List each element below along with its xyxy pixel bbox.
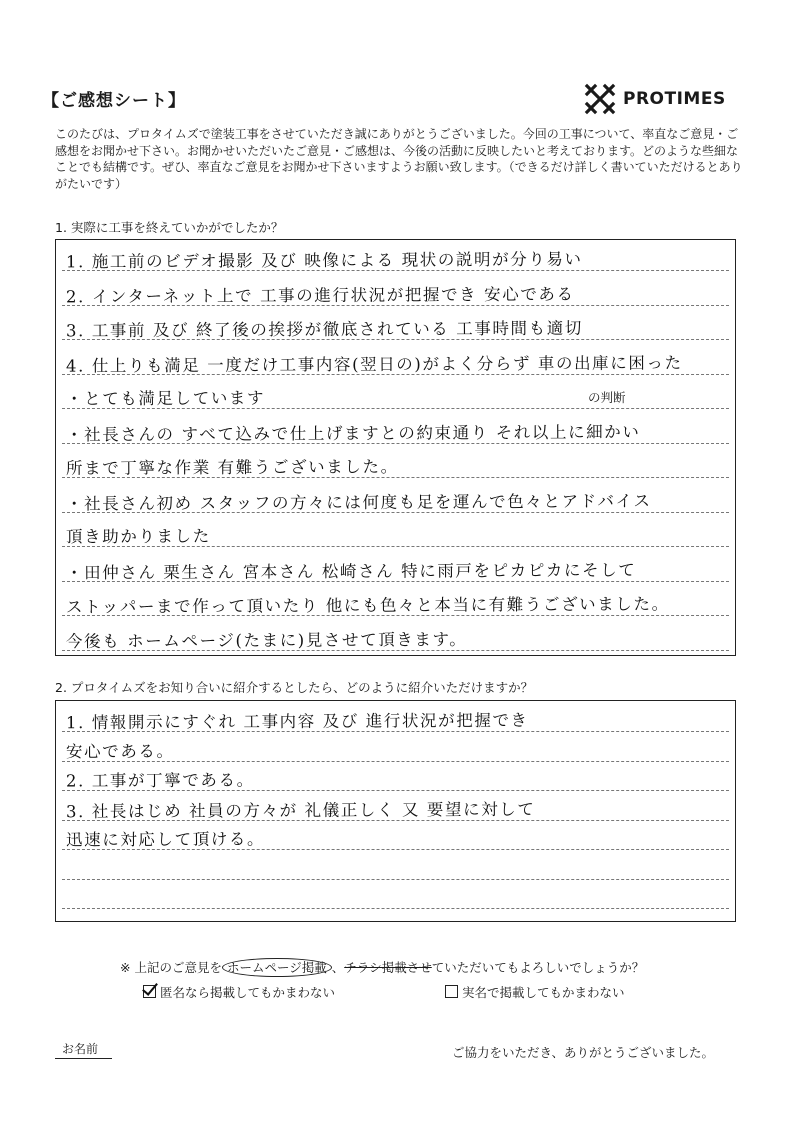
permission-hp-circled: ホームページ掲載 xyxy=(222,958,332,977)
permission-question xyxy=(120,958,644,976)
handwritten-line: 1. 施工前のビデオ撮影 及び 映像による 現状の説明が分り易い xyxy=(65,249,583,272)
option-anonymous-label: 匿名なら掲載してもかまわない xyxy=(160,985,336,1000)
question-2-label: 2. プロタイムズをお知り合いに紹介するとしたら、どのように紹介いただけますか？ xyxy=(55,680,534,695)
handwritten-line: 2. インターネット上で 工事の進行状況が把握でき 安心である xyxy=(65,284,575,306)
handwritten-line: ・社長さん初め スタッフの方々には何度も足を運んで色々とアドバイス xyxy=(65,490,652,514)
permission-sep: 、 xyxy=(331,960,345,975)
answer-box-2 xyxy=(55,700,736,922)
handwritten-line: ・社長さんの すべて込みで仕上げますとの約束通り それ以上に細かい xyxy=(65,421,641,445)
handwritten-line: 頂き助かりました xyxy=(65,526,211,547)
ruled-line xyxy=(62,908,729,909)
permission-prefix: ※ 上記のご意見を xyxy=(120,960,222,975)
handwritten-line: 3. 社長はじめ 社員の方々が 礼儀正しく 又 要望に対して xyxy=(65,799,536,821)
intro-text: このたびは、プロタイムズで塗装工事をさせていただき誠にありがとうございました。今回の工事について、率直なご意見・ご感想をお聞かせ下さい。お聞かせいただいたご意見・ご感想は、今後の活動に反映したいと考えております。どのような些細なことでも結構です。ぜひ、率直なご意見をお聞かせ下さいますようお願い致します。（できるだけ詳しく書いていただけるとありがたいです） xyxy=(55,127,743,191)
handwritten-line: 安心である。 xyxy=(65,741,175,761)
handwritten-line: 3. 工事前 及び 終了後の挨拶が徹底されている 工事時間も適切 xyxy=(65,318,583,341)
option-anonymous[interactable] xyxy=(143,983,335,1001)
ruled-line xyxy=(62,879,729,880)
handwritten-note: の判断 xyxy=(588,390,626,405)
handwritten-line: 迅速に対応して頂ける。 xyxy=(65,829,266,850)
name-label: お名前 xyxy=(62,1042,99,1056)
handwritten-line: 所まで丁寧な作業 有難うございました。 xyxy=(65,457,399,478)
name-underline xyxy=(55,1058,112,1059)
thanks-text: ご協力をいただき、ありがとうございました。 xyxy=(452,1045,715,1060)
question-1-label: 1. 実際に工事を終えていかがでしたか？ xyxy=(55,220,284,235)
protimes-mark-icon xyxy=(583,82,617,116)
logo-text: PROTIMES xyxy=(623,89,726,109)
handwritten-line: 2. 工事が丁寧である。 xyxy=(65,770,255,791)
handwritten-line: ストッパーまで作って頂いたり 他にも色々と本当に有難うございました。 xyxy=(65,594,670,617)
protimes-logo xyxy=(583,82,726,116)
option-realname-label: 実名で掲載してもかまわない xyxy=(462,985,625,1000)
handwritten-line: 1. 情報開示にすぐれ 工事内容 及び 進行状況が把握でき xyxy=(65,710,529,733)
handwritten-line: 今後も ホームページ(たまに)見させて頂きます。 xyxy=(65,629,468,651)
handwritten-line: ・田仲さん 栗生さん 宮本さん 松崎さん 特に雨戸をピカピカにそして xyxy=(65,560,637,582)
answer-box-1 xyxy=(55,239,736,656)
checkbox-empty-icon[interactable] xyxy=(445,985,458,998)
checkbox-checked-icon[interactable] xyxy=(143,985,156,998)
option-realname[interactable] xyxy=(445,983,625,1001)
permission-flyer-struck: チラシ掲載させ xyxy=(344,960,432,975)
page-title: 【ご感想シート】 xyxy=(42,91,186,111)
permission-suffix: ていただいてもよろしいでしょうか？ xyxy=(431,960,645,975)
handwritten-line: ・とても満足しています xyxy=(65,388,266,409)
handwritten-line: 4. 仕上りも満足 一度だけ工事内容(翌日の)がよく分らず 車の出庫に困った xyxy=(65,352,683,376)
